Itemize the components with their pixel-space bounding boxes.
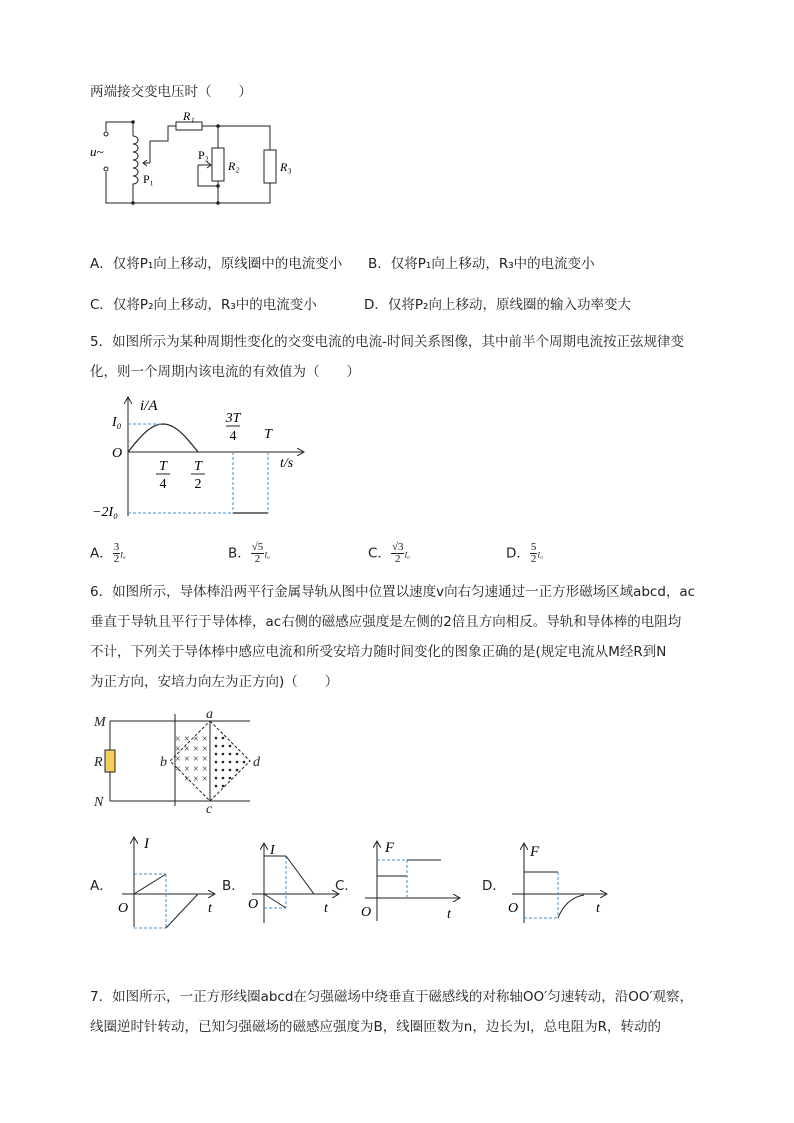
svg-text:×: × bbox=[175, 764, 181, 775]
q5-option-b bbox=[228, 542, 270, 567]
q4-option-a: A．仅将P₁向上移动，原线圈中的电流变小 bbox=[90, 256, 343, 272]
q6-option-b-label: B． bbox=[222, 878, 245, 894]
q4-label-r2: R₂ bbox=[228, 159, 240, 173]
q4-option-d: D．仅将P₂向上移动，原线圈的输入功率变大 bbox=[364, 297, 631, 313]
q6-label-R: R bbox=[94, 755, 103, 770]
svg-text:×: × bbox=[175, 734, 181, 745]
svg-text:×: × bbox=[193, 734, 199, 745]
q6-a-origin: O bbox=[118, 901, 129, 916]
q6-c-origin: O bbox=[361, 905, 372, 920]
svg-text:×: × bbox=[184, 764, 190, 775]
q6-c-ylabel: F bbox=[385, 840, 395, 856]
q6-c-xlabel: t bbox=[447, 907, 451, 922]
q5-xtick-den-2: 4 bbox=[229, 429, 237, 444]
q6-resistor bbox=[105, 750, 115, 772]
q5-option-d bbox=[506, 542, 543, 567]
q6-a-ylabel: I bbox=[144, 836, 149, 852]
q5-xtick-label-3: T bbox=[264, 427, 272, 442]
q5-xtick-den-0: 4 bbox=[159, 477, 167, 492]
q6-option-a-label: A． bbox=[90, 878, 113, 894]
q5-option-c-unit: I₀ bbox=[404, 550, 410, 560]
q6-label-a: a bbox=[206, 707, 213, 722]
svg-text:×: × bbox=[184, 774, 190, 785]
q5-option-c-frac bbox=[391, 542, 405, 565]
q7-stem-line1: 7．如图所示，一正方形线圈abcd在匀强磁场中绕垂直于磁感线的对称轴OO′匀速转动，沿OO′观察， bbox=[90, 989, 694, 1005]
q5-option-a-unit: I₀ bbox=[120, 550, 126, 560]
q4-label-p2: P₂ bbox=[198, 148, 209, 162]
q5-option-c bbox=[368, 542, 410, 567]
q5-option-a-label: A． bbox=[90, 545, 113, 562]
q5-option-c-num: √3 bbox=[391, 541, 404, 553]
svg-text:×: × bbox=[184, 734, 190, 745]
q5-series-sine-halfwave bbox=[128, 424, 198, 452]
q4-stem-tail: 两端接交变电压时（ ） bbox=[90, 84, 252, 100]
q6-option-a-graph bbox=[112, 832, 222, 932]
svg-text:×: × bbox=[175, 744, 181, 755]
q5-xtick-num-1: T bbox=[194, 459, 202, 474]
q5-stem-line1: 5．如图所示为某种周期性变化的交变电流的电流-时间关系图像，其中前半个周期电流按正弦规律变 bbox=[90, 334, 684, 350]
q5-option-c-den: 2 bbox=[394, 553, 401, 565]
q5-xtick-num-2: 3T bbox=[225, 411, 241, 426]
q6-b-origin: O bbox=[248, 897, 259, 912]
svg-text:×: × bbox=[184, 744, 190, 755]
q4-circuit-figure bbox=[88, 108, 292, 213]
svg-text:×: × bbox=[193, 754, 199, 765]
q5-option-a-den: 2 bbox=[113, 553, 120, 565]
q5-option-d-unit: I₀ bbox=[537, 550, 543, 560]
q6-rail-figure bbox=[90, 706, 270, 816]
q5-option-d-den: 2 bbox=[530, 553, 537, 565]
q5-ylabel: i/A bbox=[140, 398, 158, 414]
q5-current-chart bbox=[88, 390, 318, 525]
q6-label-N: N bbox=[94, 795, 104, 810]
q6-option-c-label: C． bbox=[335, 878, 358, 894]
q6-option-c-graph bbox=[355, 836, 465, 926]
q5-xlabel: t/s bbox=[280, 456, 294, 471]
q5-option-b-unit: I₀ bbox=[264, 550, 270, 560]
q6-b-xlabel: t bbox=[324, 901, 328, 916]
svg-text:×: × bbox=[193, 764, 199, 775]
svg-text:×: × bbox=[193, 744, 199, 755]
q4-label-u: u~ bbox=[90, 144, 104, 159]
q6-b-ylabel: I bbox=[270, 843, 275, 858]
q6-d-ylabel: F bbox=[530, 844, 540, 860]
svg-text:×: × bbox=[202, 764, 208, 775]
svg-text:×: × bbox=[184, 754, 190, 765]
q6-label-M: M bbox=[94, 715, 106, 730]
q5-xtick-den-1: 2 bbox=[194, 477, 202, 492]
q5-option-a-num: 3 bbox=[113, 541, 120, 553]
q6-stem-line4: 为正方向，安培力向左为正方向)（ ） bbox=[90, 674, 339, 690]
q5-option-b-num: √5 bbox=[251, 541, 264, 553]
q5-option-d-label: D． bbox=[506, 545, 530, 562]
q5-stem-line2: 化，则一个周期内该电流的有效值为（ ） bbox=[90, 364, 360, 380]
q4-label-r1: R₁ bbox=[183, 109, 195, 123]
q6-stem-line1: 6．如图所示，导体棒沿两平行金属导轨从图中位置以速度v向右匀速通过一正方形磁场区域abcd，ac bbox=[90, 584, 696, 600]
q5-option-d-num: 5 bbox=[530, 541, 537, 553]
q6-d-origin: O bbox=[508, 901, 519, 916]
svg-text:×: × bbox=[175, 754, 181, 765]
svg-text:×: × bbox=[202, 744, 208, 755]
q6-label-d: d bbox=[253, 755, 260, 770]
q6-option-d-graph bbox=[506, 838, 616, 928]
q5-ytick-neg2i0: −2I₀ bbox=[92, 505, 118, 520]
q6-option-b-graph bbox=[246, 838, 346, 928]
q5-option-b-den: 2 bbox=[254, 553, 261, 565]
q5-ytick-origin: O bbox=[112, 446, 123, 461]
q4-option-b: B．仅将P₁向上移动，R₃中的电流变小 bbox=[368, 256, 595, 272]
svg-text:×: × bbox=[193, 774, 199, 785]
q5-ytick-i0: I₀ bbox=[112, 415, 122, 430]
q6-stem-line2: 垂直于导轨且平行于导体棒，ac右侧的磁感应强度是左侧的2倍且方向相反。导轨和导体棒的电阻均 bbox=[90, 614, 682, 630]
q5-option-b-label: B． bbox=[228, 545, 251, 562]
q6-label-b: b bbox=[160, 755, 167, 770]
q6-d-xlabel: t bbox=[596, 901, 600, 916]
q5-option-b-frac bbox=[251, 542, 265, 565]
q5-option-a bbox=[90, 542, 126, 567]
q6-a-xlabel: t bbox=[208, 901, 212, 916]
svg-text:×: × bbox=[202, 754, 208, 765]
q5-xtick-num-0: T bbox=[159, 459, 167, 474]
q4-label-p1: P₁ bbox=[143, 172, 154, 186]
q6-label-c: c bbox=[206, 802, 213, 817]
q5-option-c-label: C． bbox=[368, 545, 391, 562]
q6-option-d-label: D． bbox=[482, 878, 506, 894]
q6-stem-line3: 不计，下列关于导体棒中感应电流和所受安培力随时间变化的图象正确的是(规定电流从M经R到N bbox=[90, 644, 667, 660]
q4-label-r3: R₃ bbox=[280, 160, 292, 174]
q7-stem-line2: 线圈逆时针转动，已知匀强磁场的磁感应强度为B，线圈匝数为n，边长为l，总电阻为R，转动的 bbox=[90, 1019, 661, 1035]
q4-option-c: C．仅将P₂向上移动，R₃中的电流变小 bbox=[90, 297, 317, 313]
svg-text:×: × bbox=[202, 774, 208, 785]
svg-text:×: × bbox=[202, 734, 208, 745]
